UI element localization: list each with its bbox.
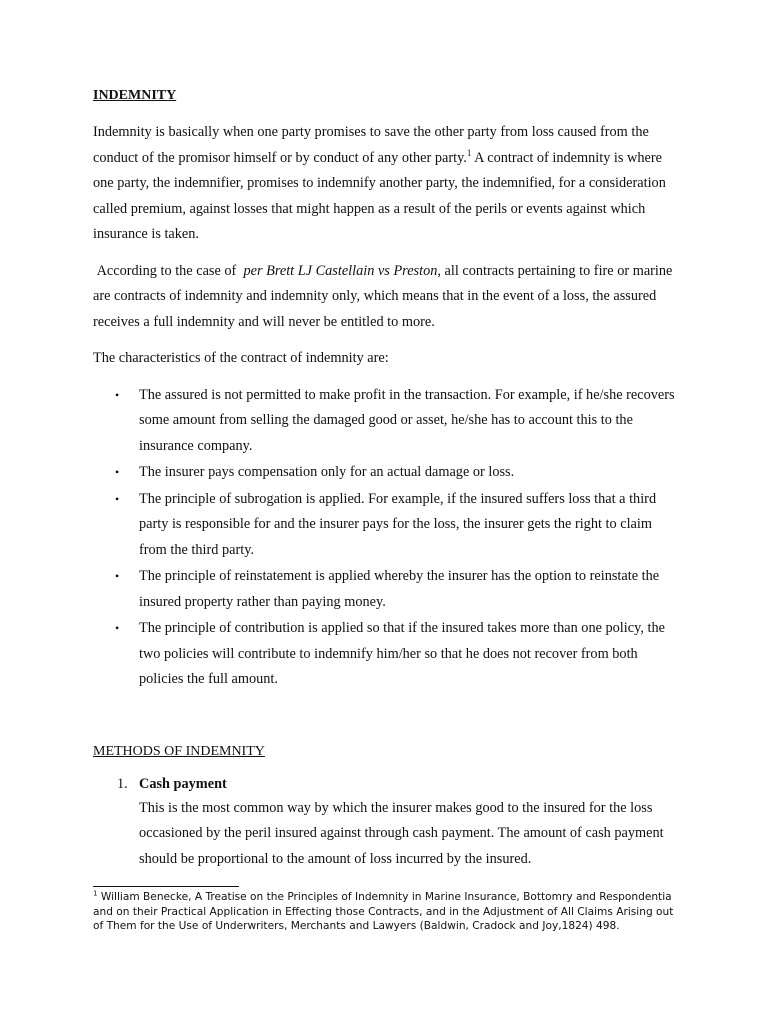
footnote-text: William Benecke, A Treatise on the Principles of Indemnity in Marine Insurance, Bottomry and Respondentia and on their Practical Application in Effecting those Contracts, and in the Adjustment of All Claims Arising out of Them for the Use of Underwriters, Merchants and Lawyers (Baldwin, Cradock and Joy,1824) 498. (93, 891, 674, 932)
characteristics-intro: The characteristics of the contract of indemnity are: (93, 350, 389, 366)
footnote-marker: 1 (93, 889, 98, 898)
method-title: Cash payment (139, 775, 227, 792)
case-text-b: , all contracts pertaining to fire or marine are contracts of indemnity and indemnity only, which means that in the event of a loss, the assured receives a full indemnity and will never be entitled to more. (93, 262, 673, 330)
bullet-icon: • (115, 465, 120, 479)
list-item-text: The insurer pays compensation only for an actual damage or loss. (139, 464, 515, 480)
method-body: This is the most common way by which the insurer makes good to the insured for the loss occasioned by the peril insured against through cash payment. The amount of cash payment should be proportional to the amount of loss incurred by the insured. (139, 799, 664, 867)
characteristics-list (93, 383, 678, 693)
case-name: per Brett LJ Castellain vs Preston (243, 262, 438, 279)
intro-paragraph (93, 120, 678, 248)
list-item (93, 616, 678, 693)
bullet-icon: • (115, 491, 120, 506)
page-title: INDEMNITY (93, 88, 177, 103)
list-item (93, 383, 678, 460)
bullet-icon: • (115, 621, 120, 635)
list-item-text: The principle of contribution is applied so that if the insured takes more than one policy, the two policies will contribute to indemnify him/her so that he does not recover from both policies the full amount. (139, 620, 665, 687)
list-item-text: The assured is not permitted to make profit in the transaction. For example, if he/she recovers some amount from selling the damaged good or asset, he/she has to account this to the insurance company. (139, 386, 675, 454)
methods-heading: METHODS OF INDEMNITY (93, 743, 265, 759)
document-page (93, 86, 678, 872)
bullet-icon: • (115, 387, 120, 402)
method-item-cash-payment (93, 774, 678, 873)
list-item (93, 487, 678, 564)
list-item-text: The principle of subrogation is applied. For example, if the insured suffers loss that a third party is responsible for and the insurer pays for the loss, the insurer gets the right to claim from the third party. (139, 490, 657, 558)
footnote-separator (93, 886, 239, 887)
list-item (93, 564, 678, 615)
footnote-reference[interactable]: 1 (466, 147, 472, 158)
intro-text-b: A contract of indemnity is where one party, the indemnifier, promises to indemnify another party, the indemnified, for a consideration called premium, against losses that might happen as a result of the perils or events against which insurance is taken. (93, 149, 666, 242)
case-paragraph (93, 259, 678, 336)
intro-text-a: Indemnity is basically when one party promises to save the other party from loss caused from the conduct of the promisor himself or by conduct of any other party. (93, 124, 649, 166)
method-number: 1. (117, 775, 128, 792)
case-text-a: According to the case of (93, 262, 244, 279)
list-item-text: The principle of reinstatement is applied whereby the insurer has the option to reinstate the insured property rather than paying money. (139, 568, 660, 610)
list-item (93, 460, 678, 486)
bullet-icon: • (115, 569, 120, 583)
footnote (93, 890, 683, 934)
